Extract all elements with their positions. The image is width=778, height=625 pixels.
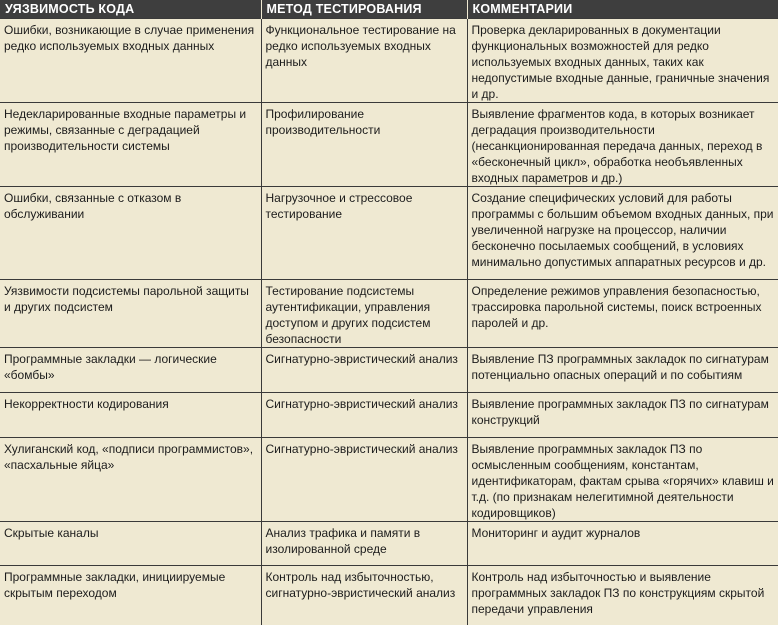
table-row [0,103,778,187]
comment-cell: Создание специфических условий для работы программы с большим объемом входных данных, при увеличенной нагрузке на процессор, наличии бесконечно посылаемых сообщений, в условиях минимально допустимых аппаратных ресурсов и др. [467,187,778,280]
vulnerability-cell: Ошибки, возникающие в случае применения редко используемых входных данных [0,19,261,103]
header-vulnerability: УЯЗВИМОСТЬ КОДА [0,0,261,19]
vulnerability-cell: Скрытые каналы [0,522,261,566]
vulnerability-cell: Хулиганский код, «подписи программистов», «пасхальные яйца» [0,438,261,522]
table-row [0,19,778,103]
method-cell: Профилирование производительности [261,103,467,187]
comment-cell: Мониторинг и аудит журналов [467,522,778,566]
comment-cell: Выявление фрагментов кода, в которых возникает деградация производительности (несанкционированная передача данных, переход в «бесконечный цикл», обработка необъявленных входных параметров и др.) [467,103,778,187]
vulnerability-cell: Некорректности кодирования [0,393,261,438]
method-cell: Сигнатурно-эвристический анализ [261,348,467,393]
header-test-method: МЕТОД ТЕСТИРОВАНИЯ [261,0,467,19]
comment-cell: Выявление программных закладок ПЗ по осмысленным сообщениям, константам, идентификаторам, фактам срыва «горячих» клавиш и т.д. (по признакам нелегитимной деятельности кодировщиков) [467,438,778,522]
method-cell: Контроль над избыточностью, сигнатурно-эвристический анализ [261,566,467,625]
comment-cell: Проверка декларированных в документации функциональных возможностей для редко используемых входных данных, таких как недопустимые входные данные, граничные значения и др. [467,19,778,103]
vulnerability-cell: Уязвимости подсистемы парольной защиты и других подсистем [0,280,261,348]
table-row [0,566,778,625]
table-row [0,522,778,566]
comment-cell: Контроль над избыточностью и выявление программных закладок ПЗ по конструкциям скрытой передачи управления [467,566,778,625]
table-row [0,438,778,522]
table-row [0,348,778,393]
header-comments: КОММЕНТАРИИ [467,0,778,19]
table-row [0,280,778,348]
comment-cell: Определение режимов управления безопасностью, трассировка парольной системы, поиск встроенных паролей и др. [467,280,778,348]
method-cell: Анализ трафика и памяти в изолированной среде [261,522,467,566]
table-row [0,187,778,280]
method-cell: Сигнатурно-эвристический анализ [261,393,467,438]
comment-cell: Выявление программных закладок ПЗ по сигнатурам конструкций [467,393,778,438]
vulnerability-cell: Программные закладки — логические «бомбы» [0,348,261,393]
vulnerability-cell: Ошибки, связанные с отказом в обслуживании [0,187,261,280]
table-header-row [0,0,778,19]
method-cell: Нагрузочное и стрессовое тестирование [261,187,467,280]
vulnerability-cell: Недекларированные входные параметры и режимы, связанные с деградацией производительности системы [0,103,261,187]
comment-cell: Выявление ПЗ программных закладок по сигнатурам потенциально опасных операций и по событиям [467,348,778,393]
table-row [0,393,778,438]
method-cell: Тестирование подсистемы аутентификации, управления доступом и других подсистем безопасности [261,280,467,348]
method-cell: Функциональное тестирование на редко используемых входных данных [261,19,467,103]
method-cell: Сигнатурно-эвристический анализ [261,438,467,522]
vulnerability-cell: Программные закладки, инициируемые скрытым переходом [0,566,261,625]
